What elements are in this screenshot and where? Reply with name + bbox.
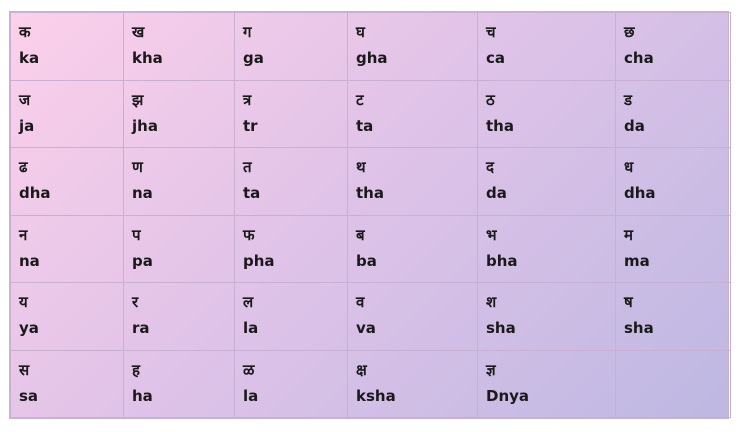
devanagari-letter: क्ष: [356, 360, 367, 379]
letter-cell: [478, 148, 616, 216]
letter-cell: [11, 283, 124, 351]
letter-cell: [124, 283, 235, 351]
devanagari-letter: म: [624, 225, 633, 244]
transliteration: jha: [132, 116, 158, 135]
transliteration: pha: [243, 251, 275, 270]
devanagari-letter: ट: [356, 90, 364, 109]
letter-cell: [616, 215, 731, 283]
devanagari-letter: ल: [243, 293, 254, 311]
devanagari-letter: ठ: [486, 90, 495, 109]
letter-cell: [348, 350, 478, 418]
transliteration: sa: [19, 386, 39, 405]
devanagari-letter: च: [486, 23, 496, 41]
letter-cell: [478, 215, 616, 283]
transliteration: da: [486, 184, 507, 202]
letter-cell: [616, 148, 731, 216]
devanagari-letter: भ: [486, 225, 497, 244]
devanagari-letter: न: [19, 225, 28, 244]
table-row: [11, 350, 731, 418]
letter-cell: [348, 215, 478, 283]
transliteration: tha: [486, 116, 514, 135]
transliteration: pa: [132, 251, 153, 270]
devanagari-letter: ड: [624, 90, 633, 109]
letter-cell: [478, 283, 616, 351]
transliteration: kha: [132, 49, 163, 67]
letter-cell: [235, 13, 348, 81]
devanagari-letter: त: [243, 158, 252, 176]
transliteration: ja: [19, 116, 35, 135]
transliteration: ma: [624, 251, 650, 270]
letter-cell: [478, 13, 616, 81]
devanagari-letter: क: [19, 23, 31, 41]
consonant-table: [10, 12, 731, 418]
devanagari-letter: ण: [132, 158, 143, 176]
letter-cell: [11, 148, 124, 216]
transliteration: tha: [356, 184, 384, 202]
transliteration: ra: [132, 319, 150, 337]
devanagari-letter: घ: [356, 23, 365, 41]
transliteration: la: [243, 319, 259, 337]
letter-cell: [616, 80, 731, 148]
devanagari-letter: ळ: [243, 360, 255, 379]
transliteration: tr: [243, 116, 258, 135]
table-row: [11, 283, 731, 351]
letter-cell: [478, 350, 616, 418]
devanagari-letter: ष: [624, 293, 633, 311]
letter-cell: [616, 283, 731, 351]
devanagari-letter: छ: [624, 23, 635, 41]
letter-cell: [348, 283, 478, 351]
devanagari-letter: ढ: [19, 158, 28, 176]
devanagari-letter: ह: [132, 360, 140, 379]
letter-cell: [124, 148, 235, 216]
letter-cell: [11, 13, 124, 81]
table-row: [11, 215, 731, 283]
transliteration: ta: [243, 184, 261, 202]
letter-cell: [348, 80, 478, 148]
devanagari-letter: व: [356, 293, 365, 311]
letter-cell: [11, 215, 124, 283]
letter-cell: [235, 148, 348, 216]
letter-cell: [124, 215, 235, 283]
transliteration: sha: [624, 319, 654, 337]
transliteration: ksha: [356, 386, 396, 405]
transliteration: la: [243, 386, 259, 405]
letter-cell: [235, 283, 348, 351]
devanagari-letter: ब: [356, 225, 365, 244]
transliteration: ca: [486, 49, 506, 67]
letter-cell: [124, 13, 235, 81]
transliteration: gha: [356, 49, 388, 67]
devanagari-letter: प: [132, 225, 141, 244]
devanagari-letter: ख: [132, 23, 145, 41]
devanagari-letter: फ: [243, 225, 255, 244]
consonant-chart: [9, 11, 729, 419]
letter-cell: [124, 350, 235, 418]
transliteration: ta: [356, 116, 374, 135]
devanagari-letter: ध: [624, 158, 634, 176]
transliteration: na: [132, 184, 153, 202]
devanagari-letter: ज: [19, 90, 31, 109]
transliteration: na: [19, 251, 40, 270]
letter-cell: [235, 215, 348, 283]
transliteration: cha: [624, 49, 654, 67]
devanagari-letter: त्र: [243, 90, 252, 109]
transliteration: Dnya: [486, 386, 530, 405]
transliteration: sha: [486, 319, 516, 337]
devanagari-letter: द: [486, 158, 494, 176]
letter-cell: [235, 350, 348, 418]
letter-cell: [616, 13, 731, 81]
letter-cell: [11, 80, 124, 148]
empty-cell: [616, 350, 731, 418]
transliteration: dha: [624, 184, 656, 202]
devanagari-letter: थ: [356, 158, 366, 176]
table-row: [11, 13, 731, 81]
transliteration: bha: [486, 251, 518, 270]
table-row: [11, 80, 731, 148]
transliteration: ya: [19, 319, 39, 337]
transliteration: ba: [356, 251, 377, 270]
devanagari-letter: झ: [132, 90, 144, 109]
transliteration: dha: [19, 184, 51, 202]
transliteration: ka: [19, 49, 40, 67]
transliteration: ga: [243, 49, 264, 67]
devanagari-letter: र: [132, 293, 139, 311]
devanagari-letter: य: [19, 293, 28, 311]
transliteration: va: [356, 319, 376, 337]
letter-cell: [124, 80, 235, 148]
letter-cell: [478, 80, 616, 148]
letter-cell: [348, 148, 478, 216]
devanagari-letter: ग: [243, 23, 252, 41]
table-row: [11, 148, 731, 216]
letter-cell: [348, 13, 478, 81]
devanagari-letter: स: [19, 360, 30, 379]
transliteration: ha: [132, 386, 153, 405]
letter-cell: [235, 80, 348, 148]
devanagari-letter: ज्ञ: [486, 360, 496, 379]
transliteration: da: [624, 116, 645, 135]
devanagari-letter: श: [486, 293, 497, 311]
letter-cell: [11, 350, 124, 418]
